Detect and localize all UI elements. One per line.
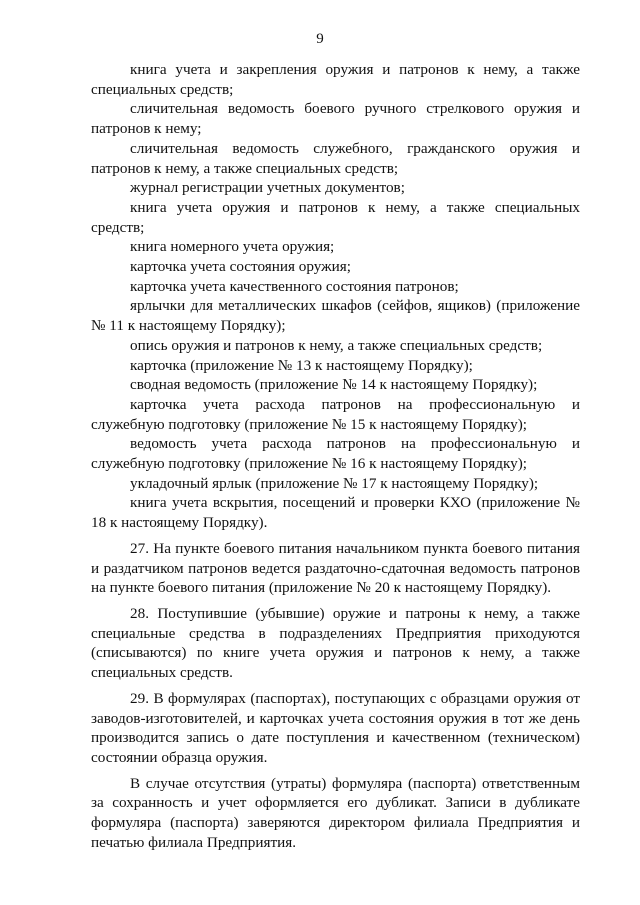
paragraph-27: 27. На пункте боевого питания начальником пункта боевого питания и раздатчиком патронов ведется раздаточно-сдаточная ведомость патронов на пункте боевого питания (приложение № 20 к настоящему Порядку). <box>91 539 580 597</box>
list-item: карточка учета расхода патронов на профессиональную и служебную подготовку (приложение № 15 к настоящему Порядку); <box>91 395 580 433</box>
paragraph-duplicate-passport: В случае отсутствия (утраты) формуляра (паспорта) ответственным за сохранность и учет оформляется его дубликат. Записи в дубликате формуляра (паспорта) заверяются директором филиала Предприятия и печатью филиала Предприятия. <box>91 774 580 851</box>
list-item: карточка учета качественного состояния патронов; <box>130 277 459 295</box>
list-item: карточка учета состояния оружия; <box>130 258 352 276</box>
list-item: опись оружия и патронов к нему, а также специальных средств; <box>130 336 543 354</box>
page-number: 9 <box>316 31 324 47</box>
list-item: книга номерного учета оружия; <box>130 238 335 256</box>
list-item: ярлычки для металлических шкафов (сейфов, ящиков) (приложение № 11 к настоящему Порядку); <box>91 297 580 335</box>
list-item: карточка (приложение № 13 к настоящему Порядку); <box>130 356 473 374</box>
list-item: книга учета оружия и патронов к нему, а также специальных средств; <box>91 198 580 236</box>
list-item: укладочный ярлык (приложение № 17 к настоящему Порядку); <box>130 474 539 492</box>
document-body <box>91 60 580 852</box>
list-item: книга учета вскрытия, посещений и проверки КХО (приложение № 18 к настоящему Порядку). <box>91 494 580 532</box>
list-item: книга учета и закрепления оружия и патронов к нему, а также специальных средств; <box>91 61 580 98</box>
paragraph-29: 29. В формулярах (паспортах), поступающих с образцами оружия от заводов-изготовителей, и карточках учета состояния оружия в тот же день производится запись о дате поступления и качественном (техническом) состоянии образца оружия. <box>91 689 580 766</box>
list-item: сличительная ведомость боевого ручного стрелкового оружия и патронов к нему; <box>91 100 580 138</box>
list-item: сводная ведомость (приложение № 14 к настоящему Порядку); <box>130 376 538 394</box>
paragraph-28: 28. Поступившие (убывшие) оружие и патроны к нему, а также специальные средства в подразделениях Предприятия приходуются (списываются) по книге учета оружия и патронов к нему, а также специальных средств. <box>91 604 580 682</box>
list-item: журнал регистрации учетных документов; <box>130 179 405 197</box>
list-item: ведомость учета расхода патронов на профессиональную и служебную подготовку (приложение № 16 к настоящему Порядку); <box>91 435 580 473</box>
list-item: сличительная ведомость служебного, гражданского оружия и патронов к нему, а также специальных средств; <box>91 139 580 177</box>
